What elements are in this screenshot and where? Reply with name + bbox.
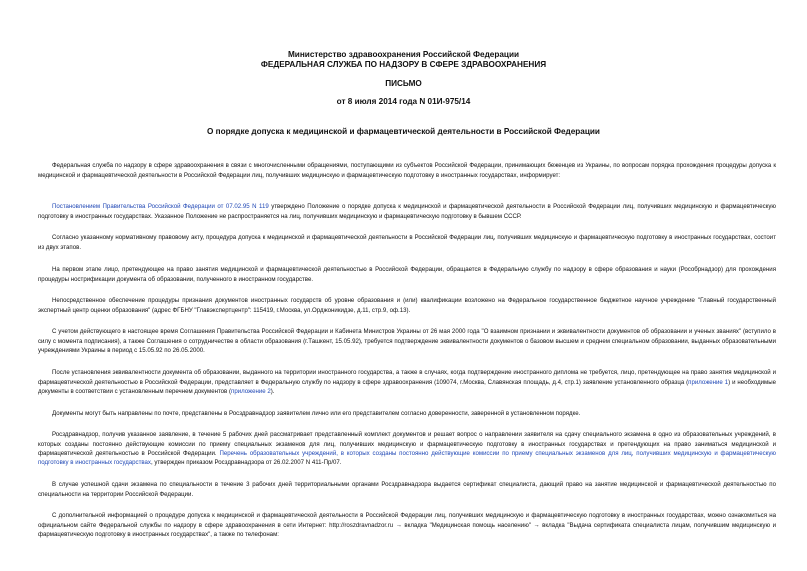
paragraph-regulation-text: утверждено Положение о порядке допуска к медицинской и фармацевтической деятельности в Российской Федерации лиц, получивших медицинскую и фармацевтическую подготовку в иностранных государствах. Указанное Положение не распространяется на лиц, получивших медицинскую и фармацевтическую подготовку в бывшем СССР. <box>38 203 776 220</box>
paragraph-submission: Документы могут быть направлены по почте, представлены в Росздравнадзор заявителем лично или его представителем согласно доверенности, заверенной в установленном порядке. <box>52 410 581 418</box>
paragraph-exam <box>38 430 776 468</box>
paragraph-regulation <box>38 202 776 221</box>
document-date-number: от 8 июля 2014 года N 01И-975/14 <box>336 97 471 106</box>
paragraph-application-text-1: После установления эквивалентности документа об образовании, выданного на территории иностранного государства, а также в случаях, когда подтверждение иностранного диплома не требуется, лицо, претендующее на право занятия медицинской и фармацевтической деятельностью в Российской Федерации, представляет в Федеральную службу по надзору в сфере здравоохранения (109074, г.Москва, Славянская площадь, д.4, стр.1) заявление установленного образца ( <box>38 369 776 386</box>
paragraph-exam-text-1: Росздравнадзор, получив указанное заявление, в течение 5 рабочих дней рассматривает представленный комплект документов и решает вопрос о направлении заявителя на сдачу специального экзамена в одно из образовательных учреждений, в которых созданы постоянно действующие комиссии по приему специальных экзаменов для лиц, получивших медицинскую и фармацевтическую подготовку в иностранных государствах и претендующих на право заниматься медицинской и фармацевтической деятельностью в Российской Федерации. <box>38 431 776 457</box>
paragraph-intro: Федеральная служба по надзору в сфере здравоохранения в связи с многочисленными обращениями, поступающими из субъектов Российской Федерации, принимающих беженцев из Украины, по вопросам порядка прохождения процедуры допуска к медицинской и фармацевтической деятельности в Российской Федерации лиц, получивших медицинскую и фармацевтическую подготовку в иностранных государствах, информирует: <box>38 162 776 179</box>
paragraph-application-text-3: ). <box>270 387 275 395</box>
appendix-1-link[interactable]: приложение 1 <box>688 378 729 386</box>
paragraph-agreement: С учетом действующего в настоящее время Соглашения Правительства Российской Федерации и Кабинета Министров Украины от 26 мая 2000 года "О взаимном признании и эквивалентности документов об образовании и ученых званиях" (вступило в силу с момента подписания), а также Соглашения о сотрудничестве в области образования (г.Ташкент, 15.05.92), требуется подтверждение эквивалентности документов о базовом высшем и среднем специальном образовании, выданных образовательными учреждениями Украины в период с 15.05.92 по 26.05.2000. <box>38 328 776 354</box>
ministry-heading: Министерство здравоохранения Российской Федерации <box>287 50 520 59</box>
regulation-link[interactable]: Постановлением Правительства Российской Федерации от 07.02.95 N 119 <box>52 203 269 211</box>
paragraph-expert-center: Непосредственное обеспечение процедуры признания документов иностранных государств об уровне образования и (или) квалификации возложено на Федеральное государственное бюджетное научное учреждение "Главный государственный экспертный центр оценки образования" (адрес ФГБНУ "Главэкспертцентр": 115419, г.Москва, ул.Орджоникидзе, д.11, стр.9, оф.13). <box>38 297 776 314</box>
paragraph-certificate: В случае успешной сдачи экзамена по специальности в течение 3 рабочих дней территориальными органами Росздравнадзора выдается сертификат специалиста, дающий право на занятие медицинской и фармацевтической деятельностью по специальности на территории Российской Федерации. <box>38 481 776 498</box>
service-heading: ФЕДЕРАЛЬНАЯ СЛУЖБА ПО НАДЗОРУ В СФЕРЕ ЗДРАВООХРАНЕНИЯ <box>260 60 547 69</box>
document-subject: О порядке допуска к медицинской и фармацевтической деятельности в Российской Федерации <box>207 127 600 136</box>
paragraph-additional-info: С дополнительной информацией о процедуре допуска к медицинской и фармацевтической деятельности в Российской Федерации лиц, получивших медицинскую и фармацевтическую подготовку в иностранных государствах, можно ознакомиться на официальном сайте Федеральной службы по надзору в сфере здравоохранения в сети Интернет: http://roszdravnadzor.ru → вкладка "Медицинская помощь населению" → вкладка "Выдача сертификата специалиста лицам, получившим медицинскую и фармацевтическую подготовку в иностранных государствах", а также по телефонам: <box>38 512 776 538</box>
paragraph-two-stages: Согласно указанному нормативному правовому акту, процедура допуска к медицинской и фармацевтической деятельности в Российской Федерации лиц, получивших медицинскую и фармацевтическую подготовку в иностранных государствах, состоит из двух этапов. <box>38 234 776 251</box>
institutions-list-link[interactable]: Перечень образовательных учреждений, в которых созданы постоянно действующие комиссии по приему специальных экзаменов для лиц, получивших медицинскую и фармацевтическую подготовку в иностранных государствах <box>38 449 776 467</box>
paragraph-first-stage: На первом этапе лицо, претендующее на право занятия медицинской и фармацевтической деятельностью в Российской Федерации, обращается в Федеральную службу по надзору в сфере образования и науки (Рособрнадзор) для прохождения процедуры нострификации документа об образовании, полученного в иностранном государстве. <box>38 266 776 283</box>
appendix-2-link[interactable]: приложение 2 <box>231 387 271 395</box>
paragraph-application <box>38 368 776 396</box>
paragraph-exam-text-2: , утвержден приказом Росздравнадзора от 26.02.2007 N 411-Пр/07. <box>150 459 342 467</box>
document-type: ПИСЬМО <box>385 79 422 88</box>
paragraph-application-text-2: ) и необходимые документы в соответствии с установленным перечнем документов ( <box>38 378 776 395</box>
